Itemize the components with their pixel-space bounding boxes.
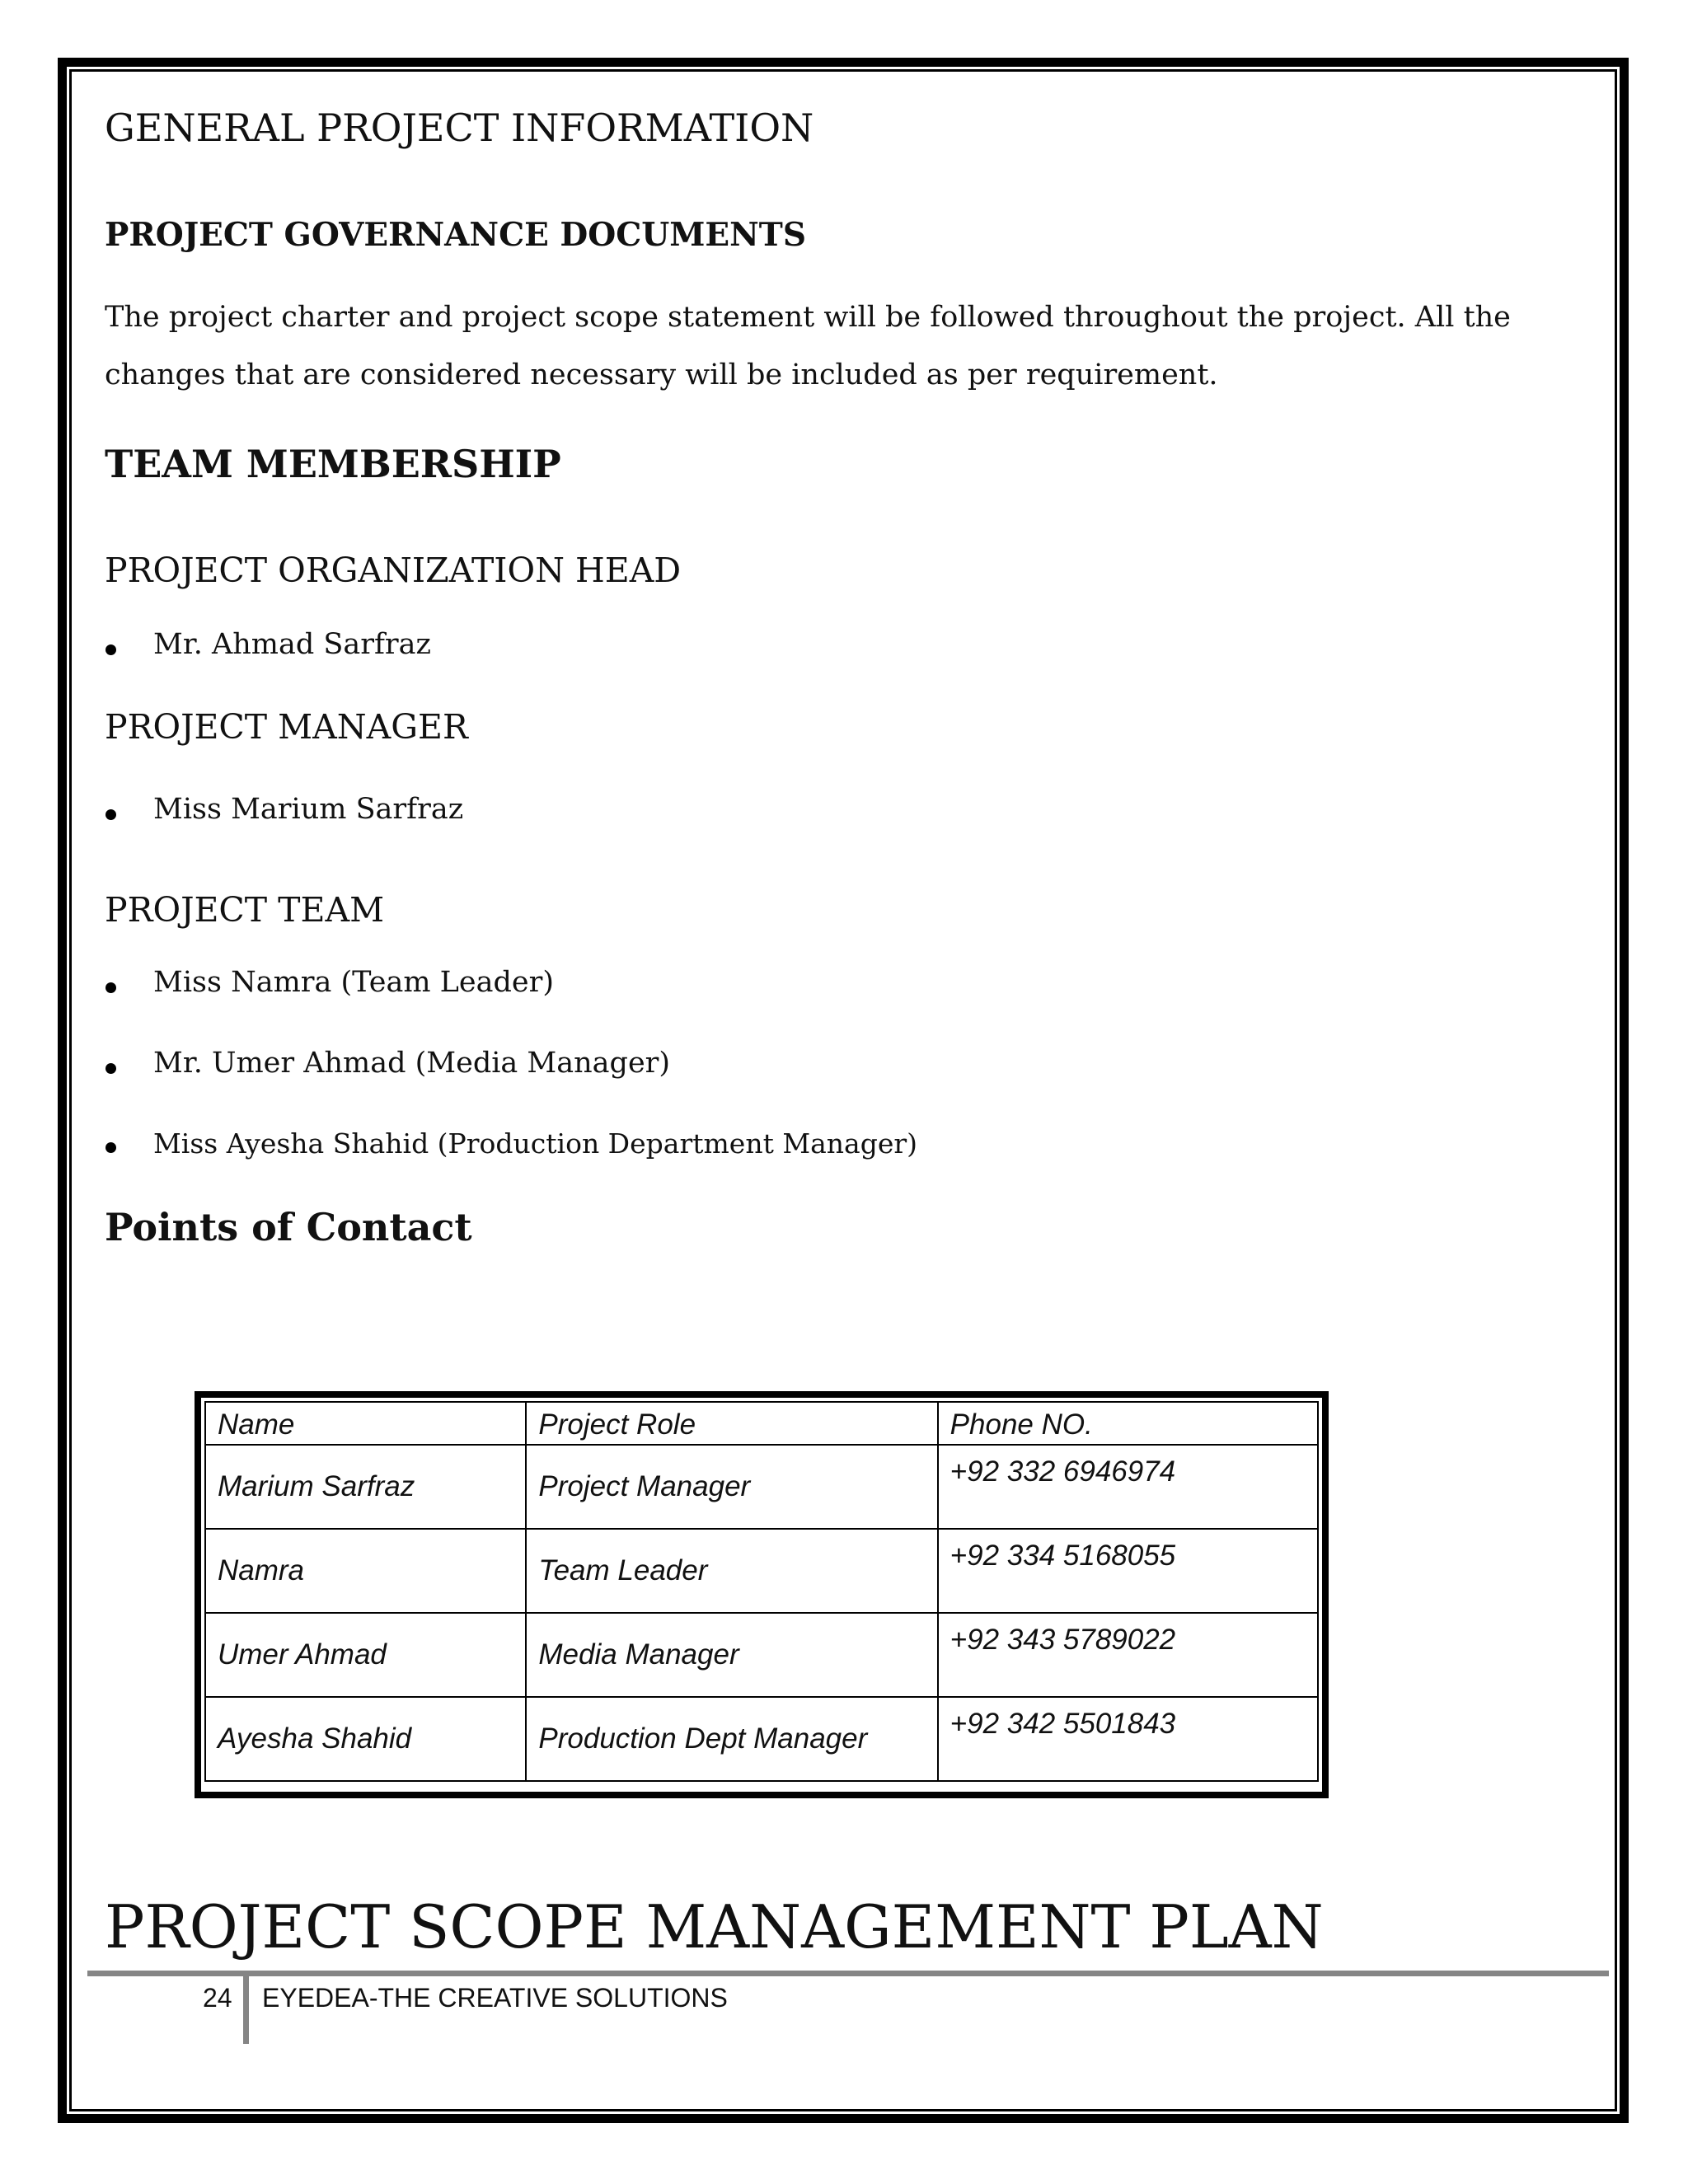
table-row <box>205 1697 1318 1781</box>
project-manager-heading: PROJECT MANAGER <box>105 707 468 747</box>
contact-name: Umer Ahmad <box>205 1613 526 1697</box>
footer-organization: EYEDEA-THE CREATIVE SOLUTIONS <box>262 1983 728 2013</box>
table-row <box>205 1529 1318 1613</box>
contact-name: Marium Sarfraz <box>205 1445 526 1529</box>
contact-role: Media Manager <box>526 1613 937 1697</box>
project-team-member: Mr. Umer Ahmad (Media Manager) <box>153 1047 671 1080</box>
bullet-icon <box>106 809 116 820</box>
bullet-icon <box>106 1142 116 1153</box>
page-number: 24 <box>203 1983 232 2013</box>
org-head-heading: PROJECT ORGANIZATION HEAD <box>105 551 682 590</box>
column-header-phone: Phone NO. <box>938 1402 1318 1445</box>
project-team-member: Miss Ayesha Shahid (Production Department Manager) <box>153 1127 918 1160</box>
table-row <box>205 1613 1318 1697</box>
project-manager-member: Miss Marium Sarfraz <box>153 793 464 826</box>
general-project-information-heading: GENERAL PROJECT INFORMATION <box>105 105 814 150</box>
points-of-contact-heading: Points of Contact <box>105 1205 472 1249</box>
project-team-member: Miss Namra (Team Leader) <box>153 966 554 999</box>
scope-management-plan-heading: PROJECT SCOPE MANAGEMENT PLAN <box>105 1892 1324 1961</box>
contacts-table <box>204 1401 1319 1782</box>
bullet-icon <box>106 982 116 993</box>
contact-role: Production Dept Manager <box>526 1697 937 1781</box>
project-team-heading: PROJECT TEAM <box>105 890 385 930</box>
column-header-name: Name <box>205 1402 526 1445</box>
table-header-row <box>205 1402 1318 1445</box>
column-header-role: Project Role <box>526 1402 937 1445</box>
contact-role: Team Leader <box>526 1529 937 1613</box>
org-head-member: Mr. Ahmad Sarfraz <box>153 628 431 661</box>
governance-paragraph: The project charter and project scope statement will be followed throughout the project. All the changes that are considered necessary will be included as per requirement. <box>105 301 1511 391</box>
contact-phone: +92 332 6946974 <box>938 1445 1318 1529</box>
contact-phone: +92 343 5789022 <box>938 1613 1318 1697</box>
contact-role: Project Manager <box>526 1445 937 1529</box>
contact-name: Namra <box>205 1529 526 1613</box>
footer-divider <box>243 1976 249 2044</box>
governance-documents-heading: PROJECT GOVERNANCE DOCUMENTS <box>105 216 806 254</box>
contact-name: Ayesha Shahid <box>205 1697 526 1781</box>
bullet-icon <box>106 1063 116 1074</box>
contact-phone: +92 334 5168055 <box>938 1529 1318 1613</box>
contact-phone: +92 342 5501843 <box>938 1697 1318 1781</box>
team-membership-heading: TEAM MEMBERSHIP <box>105 442 561 486</box>
footer-rule <box>87 1971 1609 1976</box>
table-row <box>205 1445 1318 1529</box>
bullet-icon <box>106 644 116 655</box>
